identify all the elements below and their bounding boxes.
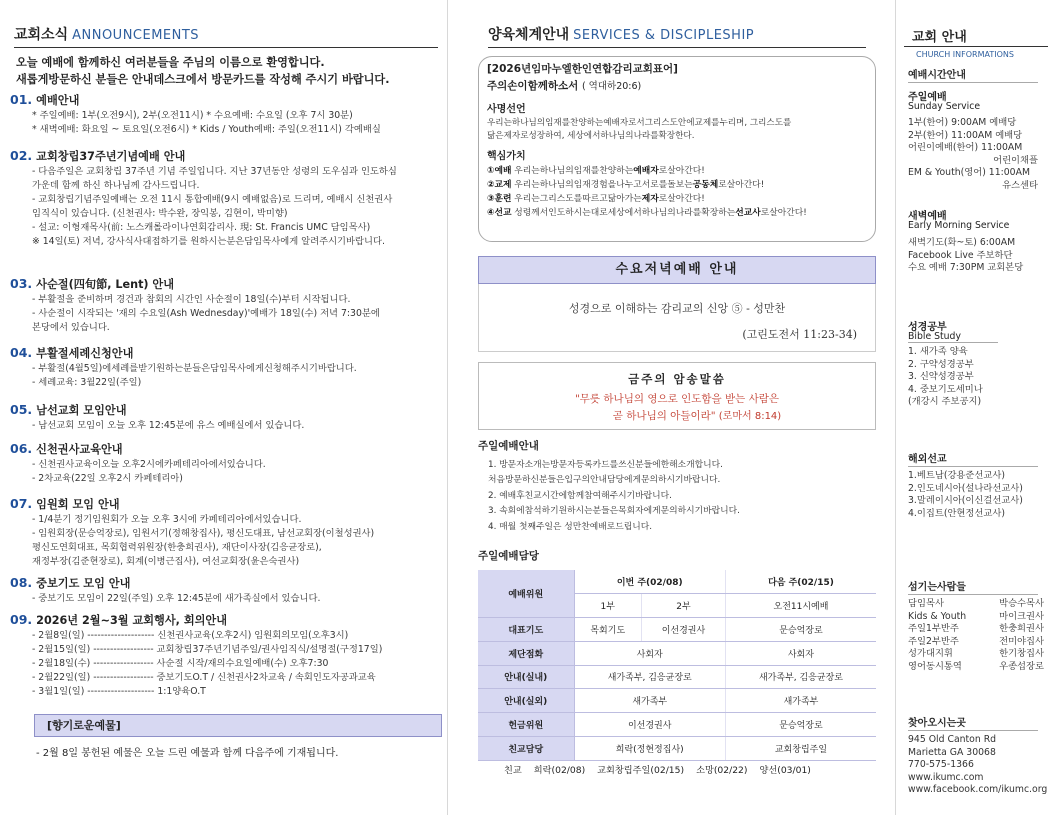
duty-next-week-cell: 교회창립주일 [725, 736, 876, 760]
guide-line: 처음방문하신분들은입구의안내담당에게문의하시기바랍니다. [488, 475, 721, 486]
info-line: www.facebook.com/ikumc.org [908, 784, 1048, 795]
announcement-title [10, 345, 442, 362]
announcement-line: * 주일예배: 1부(오전9시), 2부(오전11시) * 수요예배: 수요일 (오후 7시 30분) [32, 110, 353, 121]
core-value-bold: 선교사 [735, 208, 761, 218]
announcement-line: - 부활절을 준비하며 경건과 참회의 시간인 사순절이 18일(수)부터 시작됩니다. [32, 294, 351, 305]
duty-label: 안내(실외) [478, 689, 574, 713]
sermon-title: 성경으로 이해하는 감리교의 신앙 ⑤ - 성만찬 [568, 302, 786, 315]
announcement-line: 재정부장(김준현장로), 회계(이병근집사), 여선교회장(윤은숙권사) [32, 556, 300, 567]
fellowship-schedule [504, 762, 823, 776]
overseas-mission-title: 해외선교 [908, 450, 1038, 467]
announcement-item [10, 148, 442, 249]
announcement-line: - 교회창립기념주일예배는 오전 11시 통합예배(9시 예배없음)로 드리며, 예배시 신천권사 [32, 194, 393, 205]
duty-this-week-cell: 새가족부, 김응균장로 [574, 665, 725, 689]
announcement-number: 07. [10, 496, 33, 511]
announcement-number: 03. [10, 276, 33, 291]
core-value-end: 로살아간다! [658, 166, 705, 176]
announcement-number: 02. [10, 148, 33, 163]
announcement-item [10, 276, 442, 335]
duty-next-week: 다음 주(02/15) [725, 570, 876, 594]
announcement-lines [32, 362, 442, 390]
duty-sub-3: 오전11시예배 [725, 594, 876, 618]
duty-corner: 예배위원 [478, 570, 574, 618]
announcement-line: * 새벽예배: 화요일 ~ 토요일(오전6시) * Kids / Youth예배: 주일(오전11시) 각예배실 [32, 124, 381, 135]
duty-row [478, 618, 876, 642]
core-value-end: 로살아간다! [760, 208, 807, 218]
fellowship-entry: 희락(02/08) [533, 765, 586, 776]
staff-name: 우종섭장로 [999, 660, 1044, 672]
announcement-line: 본당에서 있습니다. [32, 322, 110, 333]
early-service-times [908, 237, 1023, 275]
info-line: 1.베트남(강용준선교사) [908, 470, 1005, 481]
duty-next-week-cell: 문승억장로 [725, 618, 876, 642]
announcement-title [10, 402, 442, 419]
duty-this-week-cell: 이선경권사 [574, 713, 725, 737]
core-value [487, 164, 867, 178]
announcement-heading: 임원회 모임 안내 [36, 498, 120, 511]
sunday-service-title: 주일예배 [908, 92, 947, 103]
duty-row [478, 641, 876, 665]
announcement-lines [32, 629, 442, 699]
duty-label: 헌금위원 [478, 713, 574, 737]
announcement-heading: 부활절세례신청안내 [36, 347, 134, 360]
announcement-number: 06. [10, 441, 33, 456]
announcement-item [10, 402, 442, 433]
staff-title: 섬기는사람들 [908, 578, 1038, 595]
wednesday-banner: 수요저녁예배 안내 [478, 256, 876, 284]
sermon-reference: (고린도전서 11:23-34) [742, 328, 857, 341]
announcement-line: - 2월8일(일) -------------------- 신천권사교육(오후2시) 임원회의모임(오후3시) [32, 630, 349, 641]
announcement-line: - 남선교회 모임이 오늘 오후 12:45분에 유스 예배실에서 있습니다. [32, 420, 305, 431]
info-line: (개강시 주보공지) [908, 396, 982, 407]
staff-name: 한기창집사 [999, 648, 1044, 659]
duty-this-week-cell: 새가족부 [574, 689, 725, 713]
announcements-header: 교회소식 ANNOUNCEMENTS [14, 24, 438, 48]
staff-row [908, 623, 1044, 636]
core-value-bold: 제자 [641, 194, 659, 204]
announcement-heading: 예배안내 [36, 94, 80, 107]
announcement-line: - 중보기도 모임이 22일(주일) 오후 12:45분에 새가족실에서 있습니다. [32, 593, 321, 604]
guide-line: 1. 방문자소개는방문자등록카드를쓰신분들에한해소개합니다. [488, 460, 723, 470]
duty-label: 친교담당 [478, 736, 574, 760]
staff-role: 성가대지휘 [908, 648, 953, 659]
info-line: 2.인도네시아(설나라선교사) [908, 482, 1023, 494]
announcement-item [10, 496, 442, 569]
core-value [487, 192, 867, 206]
announcement-line: - 다음주일은 교회창립 37주년 기념 주일입니다. 지난 37년동안 성령의 도우심과 인도하심 [32, 166, 397, 177]
guide-line: 3. 속회에참석하기원하시는분들은목회자에게문의하시기바랍니다. [488, 506, 740, 517]
fellowship-entry: 교회창립주일(02/15) [597, 765, 685, 776]
announcement-lines [32, 109, 442, 137]
duty-label: 대표기도 [478, 618, 574, 642]
announcement-lines [32, 458, 442, 486]
announcement-line: - 3월1일(일) -------------------- 1:1양육O.T [32, 686, 206, 697]
church-info-subtitle: CHURCH INFORMATIONS [916, 50, 1014, 59]
staff-row [908, 598, 1044, 611]
wednesday-sermon [478, 284, 876, 352]
announcement-title [10, 496, 442, 513]
core-value-text: 우리는그리스도를따르고닮아가는 [511, 194, 642, 204]
duty-cell-1: 목회기도 [574, 618, 642, 642]
sunday-guide-title: 주일예배안내 [478, 440, 539, 452]
guide-line: 2. 예배후친교시간에함께참여해주시기바랍니다. [488, 490, 672, 501]
duty-this-week-cell: 희락(정현정집사) [574, 736, 725, 760]
announcement-line: - 신천권사교육이오늘 오후2시에카페테리아에서있습니다. [32, 459, 266, 470]
fellowship-entry: 양선(03/01) [759, 765, 811, 776]
memory-verse-line: 곧 하나님의 아들이라" (로마서 8:14) [612, 410, 782, 422]
vision-title: [2026년임마누엘한인연합감리교회표어] [487, 63, 678, 75]
offering-text: - 2월 8일 봉헌된 예물은 오늘 드린 예물과 함께 다음주에 기재됩니다. [36, 748, 339, 759]
announcement-line: - 2월18일(수) ------------------ 사순절 시작/재의수요일예배(수) 오후7:30 [32, 658, 329, 669]
duty-next-week-cell: 사회자 [725, 641, 876, 665]
core-value-end: 로살아간다! [718, 180, 765, 190]
announcement-number: 08. [10, 575, 33, 590]
staff-row [908, 636, 1044, 649]
announcement-title [10, 612, 442, 629]
info-line: 유스센타 [1002, 179, 1038, 191]
info-line: 1부(한어) 9:00AM 예배당 [908, 117, 1017, 128]
info-line: Facebook Live 주보하단 [908, 249, 1013, 261]
duty-row [478, 736, 876, 760]
announcement-heading: 남선교회 모임안내 [36, 404, 127, 417]
announcement-line: 평신도연회대표, 목회협력위원장(한충희권사), 재단이사장(김응균장로), [32, 542, 322, 553]
announcement-item [10, 92, 442, 137]
announcement-line: 임직식이 있습니다. (신천권사: 박수완, 장익봉, 김현이, 박미향) [32, 208, 288, 219]
core-values [487, 164, 867, 220]
announcement-line: - 사순절이 시작되는 '재의 수요일(Ash Wednesday)'예배가 18일(수) 저녁 7:30분에 [32, 308, 380, 319]
announcement-line: - 세례교육: 3월22일(주일) [32, 377, 142, 388]
staff-row [908, 648, 1044, 661]
announcement-item [10, 441, 442, 486]
duty-sub-2: 2부 [642, 594, 726, 618]
staff-role: 영어동시통역 [908, 660, 962, 672]
announcement-line: - 1/4분기 정기임원회가 오늘 오후 3시에 카페테리아에서있습니다. [32, 514, 302, 525]
sunday-service-times [908, 117, 1038, 192]
vision-box [478, 56, 876, 242]
staff-role: 담임목사 [908, 598, 944, 609]
motto: 주의손이함께하소서 ( 역대하20:6) [487, 80, 642, 92]
announcement-line: - 2월22일(일) ------------------ 중보기도O.T / 신천권사2차교육 / 속회인도자공과교육 [32, 672, 376, 683]
welcome-message: 오늘 예배에 함께하신 여러분들을 주님의 이름으로 환영합니다. 새롭게방문하신 분들은 안내데스크에서 방문카드를 작성해 주시기 바랍니다. [16, 56, 390, 86]
staff-row [908, 661, 1044, 674]
staff-name: 마이크권사 [999, 610, 1044, 622]
core-value-key: ①예배 [487, 166, 512, 176]
worship-times-title: 예배시간안내 [908, 66, 1038, 83]
staff-row [908, 611, 1044, 624]
memory-verse-line: "무릇 하나님의 영으로 인도함을 받는 사람은 [574, 393, 780, 405]
core-value-text: 우리는하나님의임재를찬양하는 [511, 166, 634, 176]
sunday-guide-list [488, 458, 888, 535]
info-line: 새벽기도(화~토) 6:00AM [908, 237, 1016, 248]
offering-label: [향기로운예물] [34, 714, 442, 737]
core-value-end: 로살아간다! [658, 194, 705, 204]
core-value-key: ②교제 [487, 180, 512, 190]
announcement-number: 05. [10, 402, 33, 417]
duty-row [478, 713, 876, 737]
announcement-line: - 부활절(4월5일)에세례를받기원하는분들은담임목사에게신청해주시기바랍니다. [32, 363, 357, 374]
duty-this-week-cell: 사회자 [574, 641, 725, 665]
announcement-lines [32, 592, 442, 606]
info-line: 3. 신약성경공부 [908, 371, 974, 382]
announcement-line: - 설교: 이형재목사(前: 노스캐롤라이나연회감리사. 現: St. Francis UMC 담임목사) [32, 222, 371, 233]
memory-verse-title: 금주의 암송말씀 [628, 372, 726, 386]
info-line: EM & Youth(영어) 11:00AM [908, 167, 1030, 178]
address-block [908, 734, 1047, 797]
mission-label: 사명선언 [487, 104, 526, 115]
bible-study-title: 성경공부 [908, 322, 947, 333]
duty-cell-2: 이선경권사 [642, 618, 726, 642]
services-header: 양육체계안내 SERVICES & DISCIPLESHIP [488, 24, 866, 48]
announcement-item [10, 345, 442, 390]
services-column [448, 0, 896, 815]
announcement-title [10, 575, 442, 592]
announcement-line: 가운데 함께 하신 하나님께 감사드립니다. [32, 180, 200, 191]
announcement-line: - 임원회장(문승억장로), 임원서기(정해창집사), 평신도대표, 남선교회장(이철성권사) [32, 528, 375, 539]
staff-name: 박승수목사 [999, 598, 1044, 609]
info-line: 수요 예배 7:30PM 교회본당 [908, 262, 1024, 273]
mission-line: 우리는하나님의임재를찬양하는예배자로서그리스도안에교제를누리며, 그리스도를 [487, 118, 792, 128]
info-line: www.ikumc.com [908, 771, 984, 783]
announcement-heading: 신천권사교육안내 [36, 443, 123, 456]
info-line: 어린이예배(한어) 11:00AM [908, 142, 1023, 153]
duty-title: 주일예배담당 [478, 550, 539, 562]
fellowship-entry: 소망(02/22) [696, 765, 748, 776]
staff-name: 전미야집사 [999, 635, 1044, 647]
info-line: 770-575-1366 [908, 759, 974, 770]
duty-table [478, 570, 876, 761]
bible-study-list [908, 346, 983, 409]
announcement-number: 01. [10, 92, 33, 107]
address-title: 찾아오시는곳 [908, 714, 1038, 731]
info-line: 1. 새가족 양육 [908, 346, 968, 357]
info-line: 어린이채플 [993, 154, 1038, 166]
duty-label: 제단점화 [478, 641, 574, 665]
info-line: 945 Old Canton Rd [908, 734, 997, 745]
announcement-line: - 2월15일(일) ------------------ 교회창립37주년기념주일/권사임직식/설명절(구정17일) [32, 644, 383, 655]
values-label: 핵심가치 [487, 151, 526, 162]
memory-verse-box [478, 362, 876, 430]
info-line: 2. 구약성경공부 [908, 358, 974, 370]
staff-name: 한충희권사 [999, 623, 1044, 634]
announcement-title [10, 92, 442, 109]
staff-role: Kids & Youth [908, 610, 967, 622]
duty-row [478, 689, 876, 713]
announcement-heading: 사순절(四旬節, Lent) 안내 [36, 278, 175, 291]
church-info-column [896, 0, 1056, 815]
staff-role: 주일2부반주 [908, 635, 959, 647]
duty-label: 안내(실내) [478, 665, 574, 689]
core-value-bold: 공동체 [692, 180, 719, 190]
title-rule [904, 46, 1048, 47]
announcement-title [10, 276, 442, 293]
announcement-heading: 중보기도 모임 안내 [36, 577, 131, 590]
core-value-key: ④선교 [487, 208, 512, 218]
staff-list [908, 598, 1044, 673]
overseas-mission-list [908, 470, 1023, 520]
announcement-number: 04. [10, 345, 33, 360]
announcement-title [10, 441, 442, 458]
info-line: 3.말레이시아(이신걸선교사) [908, 495, 1023, 506]
staff-role: 주일1부반주 [908, 623, 959, 634]
duty-sub-1: 1부 [574, 594, 642, 618]
announcement-item [10, 575, 442, 606]
early-service-title: 새벽예배 [908, 211, 947, 222]
core-value-key: ③훈련 [487, 194, 512, 204]
duty-next-week-cell: 새가족부 [725, 689, 876, 713]
info-line: 4. 중보기도세미나 [908, 383, 983, 395]
fellowship-entry: 친교 [504, 765, 522, 776]
info-line: 4.이집트(안현정선교사) [908, 507, 1005, 519]
announcement-title [10, 148, 442, 165]
bible-study-en: Bible Study [908, 331, 998, 343]
announcement-heading: 2026년 2월~3월 교회행사, 회의안내 [36, 614, 228, 627]
announcements-column [0, 0, 448, 815]
mission-line: 닮은제자로성장하여, 세상에서하나님의나라를확장한다. [487, 131, 695, 141]
core-value [487, 206, 867, 220]
duty-next-week-cell: 새가족부, 김응균장로 [725, 665, 876, 689]
core-value [487, 178, 867, 192]
announcement-line: - 2차교육(22일 오후2시 카페테리아) [32, 473, 183, 484]
info-line: 2부(한어) 11:00AM 예배당 [908, 129, 1023, 141]
announcement-number: 09. [10, 612, 33, 627]
sunday-service-en: Sunday Service [908, 101, 981, 112]
announcement-line: ※ 14일(토) 저녁, 강사식사대접하기를 원하시는분은담임목사에게 알려주시기바랍니다. [32, 236, 385, 247]
duty-row [478, 665, 876, 689]
announcement-heading: 교회창립37주년기념예배 안내 [36, 150, 186, 163]
core-value-text: 성령께서인도하시는대로세상에서하나님의나라를확장하는 [511, 208, 736, 218]
church-info-title: 교회 안내 [912, 30, 967, 45]
announcement-lines [32, 293, 442, 335]
guide-line: 4. 매월 첫째주일은 성만찬예배로드립니다. [488, 521, 653, 532]
announcement-lines [32, 165, 442, 249]
info-line: Marietta GA 30068 [908, 746, 996, 758]
core-value-text: 우리는하나님의임재경험을나누고서로를돌보는 [511, 180, 693, 190]
announcement-lines [32, 419, 442, 433]
announcement-item [10, 612, 442, 699]
duty-this-week: 이번 주(02/08) [574, 570, 725, 594]
duty-next-week-cell: 문승억장로 [725, 713, 876, 737]
early-service-en: Early Morning Service [908, 220, 1010, 231]
announcement-lines [32, 513, 442, 569]
core-value-bold: 예배자 [633, 166, 659, 176]
